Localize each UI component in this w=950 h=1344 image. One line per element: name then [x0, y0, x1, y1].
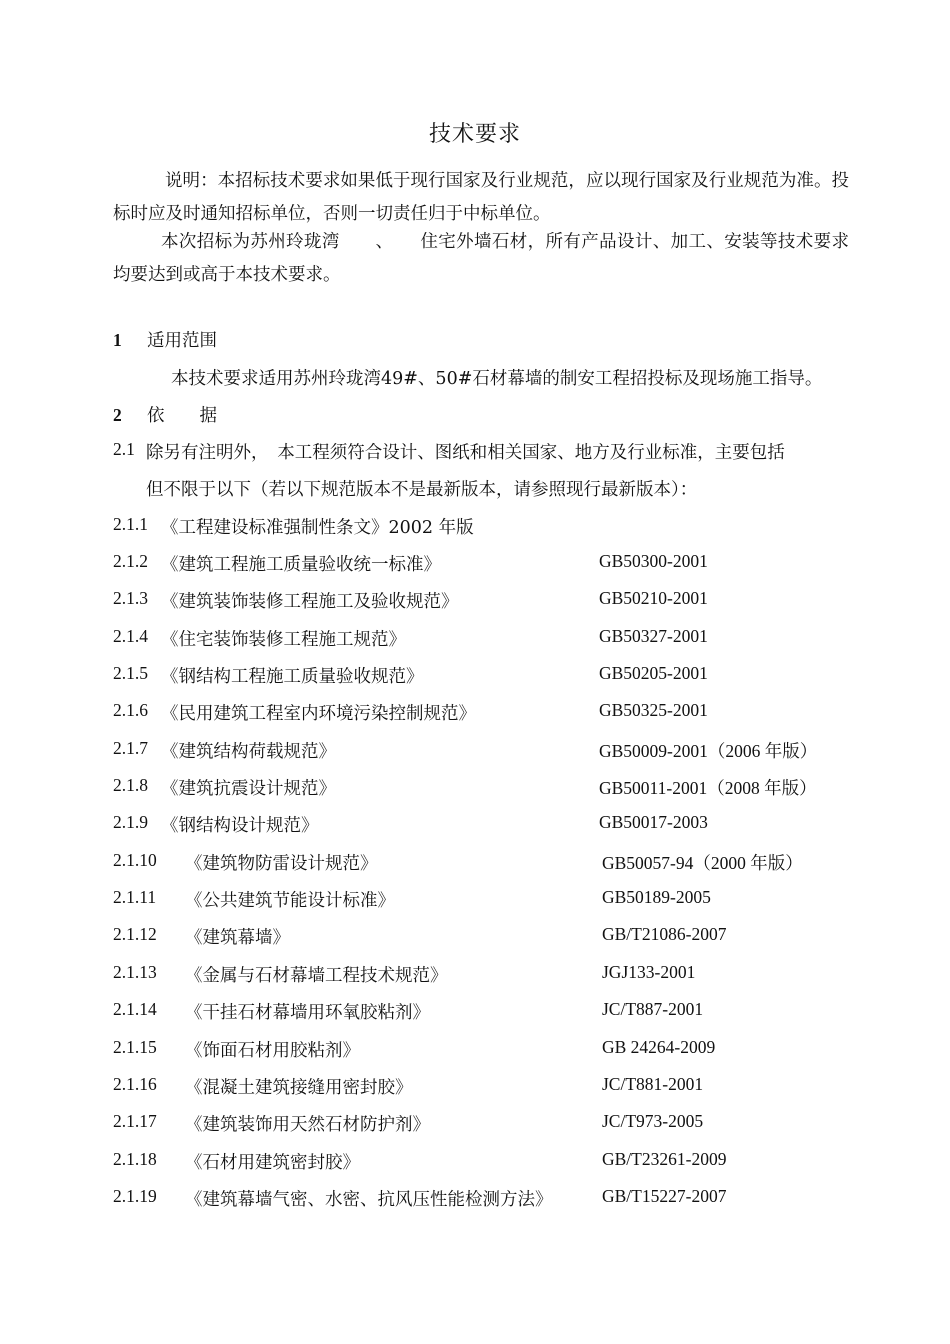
item-name: 《建筑幕墙》	[185, 928, 290, 948]
list-item	[113, 999, 853, 1025]
item-number: 2.1.4	[113, 626, 148, 646]
item-number: 2.1.17	[113, 1111, 157, 1131]
item-name: 《钢结构设计规范》	[161, 816, 319, 836]
item-name: 《混凝土建筑接缝用密封胶》	[185, 1078, 413, 1098]
item-number: 2.1.11	[113, 887, 157, 907]
item-code: GB50057-94（2000 年版）	[602, 853, 803, 873]
item-name: 《住宅装饰装修工程施工规范》	[161, 630, 406, 650]
section-number: 2	[113, 405, 122, 425]
item-code: GB50011-2001（2008 年版）	[599, 778, 817, 798]
item-name: 《金属与石材幕墙工程技术规范》	[185, 966, 448, 986]
item-name: 《钢结构工程施工质量验收规范》	[161, 667, 424, 687]
section-1-body: 本技术要求适用苏州玲珑湾49#、50#石材幕墙的制安工程招投标及现场施工指导。	[171, 369, 823, 389]
item-number: 2.1.2	[113, 551, 148, 571]
list-item	[113, 514, 853, 540]
item-number: 2.1.14	[113, 999, 157, 1019]
list-item	[113, 1037, 853, 1063]
item-code: GB50327-2001	[599, 626, 708, 646]
list-item	[113, 1149, 853, 1175]
item-number: 2.1.5	[113, 663, 148, 683]
intro-note: 说明：本招标技术要求如果低于现行国家及行业规范，应以现行国家及行业规范为准。投标时应及时通知招标单位，否则一切责任归于中标单位。	[113, 171, 849, 224]
list-item	[113, 962, 853, 988]
list-item	[113, 924, 853, 950]
item-number: 2.1.8	[113, 775, 148, 795]
item-name: 《民用建筑工程室内环境污染控制规范》	[161, 704, 476, 724]
item-code: JC/T881-2001	[602, 1074, 704, 1094]
item-number: 2.1.7	[113, 738, 148, 758]
list-item	[113, 551, 853, 577]
list-item	[113, 700, 853, 726]
item-name: 《建筑物防雷设计规范》	[185, 854, 378, 874]
item-name: 《工程建设标准强制性条文》2002 年版	[161, 518, 474, 538]
item-code: GB50017-2003	[599, 812, 708, 832]
intro-scope: 本次招标为苏州玲珑湾 、 住宅外墙石材，所有产品设计、加工、安装等技术要求均要达到或高于本技术要求。	[113, 232, 849, 285]
item-number: 2.1.19	[113, 1186, 157, 1206]
clause-line-1: 除另有注明外， 本工程须符合设计、图纸和相关国家、地方及行业标准，主要包括	[146, 443, 785, 463]
item-code: JC/T887-2001	[602, 999, 704, 1019]
section-number: 1	[113, 330, 122, 350]
item-code: GB50205-2001	[599, 663, 708, 683]
item-code: GB 24264-2009	[602, 1037, 716, 1057]
item-name: 《建筑工程施工质量验收统一标准》	[161, 555, 441, 575]
item-code: GB50189-2005	[602, 887, 711, 907]
item-name: 《石材用建筑密封胶》	[185, 1153, 360, 1173]
item-number: 2.1.12	[113, 924, 157, 944]
list-item	[113, 588, 853, 614]
section-2-heading	[113, 402, 217, 427]
item-code: GB/T23261-2009	[602, 1149, 727, 1169]
list-item	[113, 1074, 853, 1100]
list-item	[113, 1111, 853, 1137]
list-item	[113, 887, 853, 913]
item-code: GB50300-2001	[599, 551, 708, 571]
item-code: GB/T21086-2007	[602, 924, 727, 944]
item-name: 《建筑结构荷载规范》	[161, 742, 336, 762]
item-name: 《建筑装饰装修工程施工及验收规范》	[161, 592, 459, 612]
list-item	[113, 626, 853, 652]
item-code: JGJ133-2001	[602, 962, 696, 982]
clause-number: 2.1	[113, 439, 135, 459]
list-item	[113, 812, 853, 838]
item-number: 2.1.13	[113, 962, 157, 982]
item-number: 2.1.10	[113, 850, 157, 870]
section-title: 适用范围	[147, 331, 217, 351]
item-number: 2.1.6	[113, 700, 148, 720]
item-code: GB50325-2001	[599, 700, 708, 720]
item-number: 2.1.9	[113, 812, 148, 832]
item-code: GB50210-2001	[599, 588, 708, 608]
list-item	[113, 738, 853, 764]
list-item	[113, 850, 853, 876]
item-name: 《干挂石材幕墙用环氧胶粘剂》	[185, 1003, 430, 1023]
item-name: 《公共建筑节能设计标准》	[185, 891, 395, 911]
item-name: 《饰面石材用胶粘剂》	[185, 1041, 360, 1061]
item-number: 2.1.1	[113, 514, 148, 534]
list-item	[113, 663, 853, 689]
item-name: 《建筑装饰用天然石材防护剂》	[185, 1115, 430, 1135]
page-title: 技术要求	[428, 122, 521, 147]
list-item	[113, 775, 853, 801]
section-title: 依 据	[147, 406, 217, 426]
item-code: JC/T973-2005	[602, 1111, 704, 1131]
item-number: 2.1.16	[113, 1074, 157, 1094]
item-number: 2.1.15	[113, 1037, 157, 1057]
item-name: 《建筑幕墙气密、水密、抗风压性能检测方法》	[185, 1190, 553, 1210]
item-number: 2.1.3	[113, 588, 148, 608]
item-code: GB/T15227-2007	[602, 1186, 727, 1206]
section-1-heading	[113, 327, 217, 352]
item-number: 2.1.18	[113, 1149, 157, 1169]
list-item	[113, 1186, 853, 1212]
clause-line-2: 但不限于以下（若以下规范版本不是最新版本，请参照现行最新版本）：	[146, 480, 698, 500]
item-code: GB50009-2001（2006 年版）	[599, 741, 818, 761]
item-name: 《建筑抗震设计规范》	[161, 779, 336, 799]
